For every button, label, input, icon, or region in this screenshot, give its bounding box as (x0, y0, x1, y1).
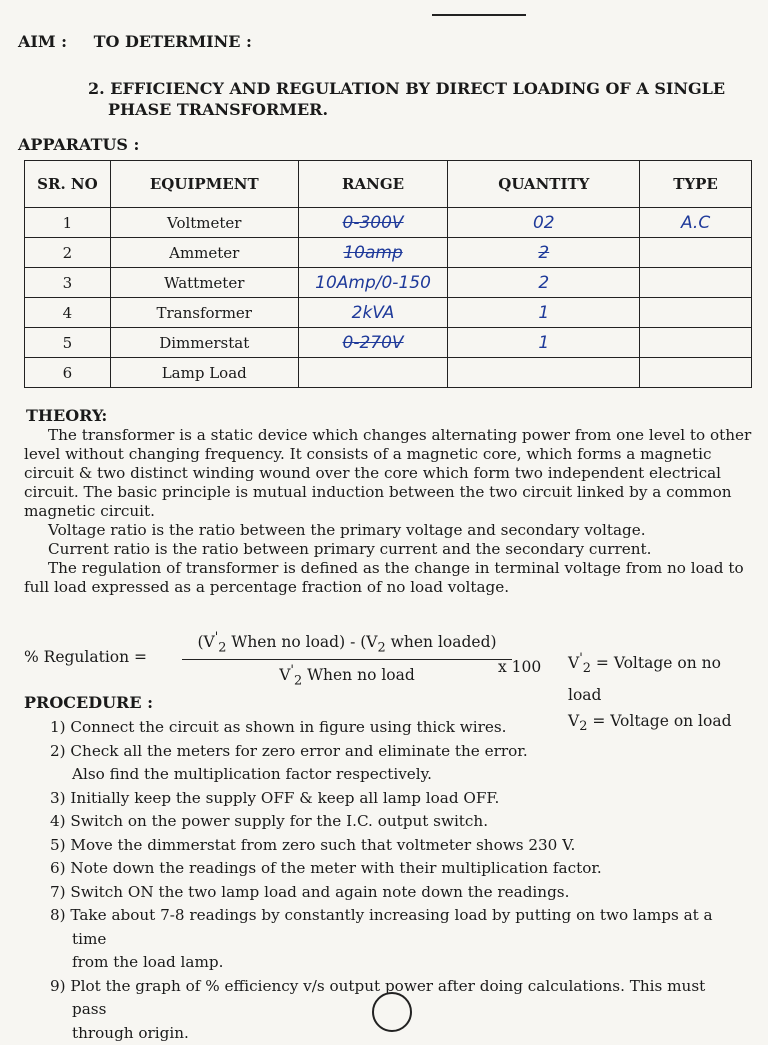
apparatus-table (24, 160, 752, 388)
formula-multiplier: x 100 (498, 658, 541, 676)
cell-equipment: Ammeter (110, 238, 298, 268)
theory-paragraph-1: The transformer is a static device which changes alternating power from one level to other level without changing frequency. It consists of a magnetic core, which forms a magnetic circuit & two distinct winding wound over the core which form two independent electrical circuit. The basic principle is mutual induction between the two circuit linked by a common magnetic circuit. (24, 426, 756, 521)
def1-sub: 2 (583, 661, 591, 676)
theory-paragraph-3: Current ratio is the ratio between primary current and the secondary current. (24, 540, 756, 559)
num-a: (V (197, 633, 214, 651)
experiment-title-line2: PHASE TRANSFORMER. (88, 99, 748, 120)
apparatus-heading: APPARATUS : (18, 135, 139, 154)
procedure-step: 3) Initially keep the supply OFF & keep all lamp load OFF. (50, 787, 740, 811)
formula-denominator (182, 660, 512, 688)
theory-body (24, 426, 756, 597)
aim-text: TO DETERMINE : (94, 32, 252, 51)
cell-quantity: 2 (448, 268, 640, 298)
cell-sr: 6 (25, 358, 111, 388)
theory-paragraph-2: Voltage ratio is the ratio between the primary voltage and secondary voltage. (24, 521, 756, 540)
den-a: V (279, 666, 290, 684)
formula-fraction (182, 630, 512, 689)
formula-numerator (182, 630, 512, 660)
cell-type (640, 298, 752, 328)
den-sub: 2 (294, 674, 302, 689)
cell-quantity: 1 (448, 328, 640, 358)
table-row (25, 208, 752, 238)
table-row (25, 268, 752, 298)
procedure-step-text: 2) Check all the meters for zero error and eliminate the error. (50, 742, 528, 760)
den-sup: ' (290, 663, 294, 678)
procedure-step: 5) Move the dimmerstat from zero such that voltmeter shows 230 V. (50, 834, 740, 858)
cell-equipment: Lamp Load (110, 358, 298, 388)
procedure-step (50, 740, 740, 787)
cell-quantity: 2 (448, 238, 640, 268)
col-quantity: QUANTITY (448, 161, 640, 208)
cell-sr: 3 (25, 268, 111, 298)
procedure-step: 4) Switch on the power supply for the I.C. output switch. (50, 810, 740, 834)
procedure-step: 1) Connect the circuit as shown in figure using thick wires. (50, 716, 740, 740)
den-rest: When no load (302, 666, 415, 684)
cell-sr: 5 (25, 328, 111, 358)
procedure-step-continued: through origin. (72, 1022, 740, 1045)
num-a-sub: 2 (218, 640, 226, 655)
definition-no-load (568, 654, 721, 704)
def2-rest: = Voltage on load (587, 712, 731, 730)
experiment-title (88, 78, 748, 120)
cell-sr: 4 (25, 298, 111, 328)
num-a-rest: When no load) (226, 633, 345, 651)
num-b: (V (360, 633, 377, 651)
col-range: RANGE (298, 161, 448, 208)
cell-equipment: Voltmeter (110, 208, 298, 238)
procedure-step-continued: from the load lamp. (72, 951, 740, 975)
procedure-step-text: 9) Plot the graph of % efficiency v/s output power after doing calculations. This must pass (50, 977, 705, 1019)
table-row (25, 358, 752, 388)
cell-sr: 1 (25, 208, 111, 238)
def1-rest: = Voltage on no load (568, 654, 721, 704)
cell-type (640, 328, 752, 358)
def2-a: V (568, 712, 579, 730)
cell-range: 0-270V (298, 328, 448, 358)
cell-range (298, 358, 448, 388)
header-rule (432, 14, 526, 16)
cell-sr: 2 (25, 238, 111, 268)
num-b-rest: when loaded) (386, 633, 497, 651)
num-a-sup: ' (215, 630, 219, 645)
cell-range: 10amp (298, 238, 448, 268)
cell-type (640, 238, 752, 268)
col-sr-no: SR. NO (25, 161, 111, 208)
table-row (25, 328, 752, 358)
def1-sup: ' (579, 651, 583, 666)
procedure-step (50, 904, 740, 975)
cell-quantity (448, 358, 640, 388)
table-row (25, 238, 752, 268)
def2-sub: 2 (579, 719, 587, 734)
procedure-heading: PROCEDURE : (24, 693, 153, 712)
procedure-step: 7) Switch ON the two lamp load and again note down the readings. (50, 881, 740, 905)
cell-range: 2kVA (298, 298, 448, 328)
theory-heading: THEORY: (26, 406, 107, 425)
num-b-sub: 2 (377, 640, 385, 655)
table-header-row (25, 161, 752, 208)
cell-type (640, 268, 752, 298)
col-type: TYPE (640, 161, 752, 208)
cell-range: 0-300V (298, 208, 448, 238)
formula-lhs: % Regulation = (24, 648, 147, 666)
aim-label: AIM : (18, 32, 88, 51)
cell-equipment: Dimmerstat (110, 328, 298, 358)
num-minus: - (345, 633, 360, 651)
def1-a: V (568, 654, 579, 672)
table-row (25, 298, 752, 328)
procedure-step: 6) Note down the readings of the meter with their multiplication factor. (50, 857, 740, 881)
cell-equipment: Wattmeter (110, 268, 298, 298)
cell-quantity: 1 (448, 298, 640, 328)
cell-quantity: 02 (448, 208, 640, 238)
cell-type: A.C (640, 208, 752, 238)
page-number-circle (372, 992, 412, 1032)
procedure-step-text: 8) Take about 7-8 readings by constantly increasing load by putting on two lamps at a time (50, 906, 713, 948)
experiment-title-line1: 2. EFFICIENCY AND REGULATION BY DIRECT LOADING OF A SINGLE (88, 79, 725, 98)
cell-type (640, 358, 752, 388)
cell-equipment: Transformer (110, 298, 298, 328)
aim-line (18, 32, 252, 51)
col-equipment: EQUIPMENT (110, 161, 298, 208)
theory-paragraph-4: The regulation of transformer is defined as the change in terminal voltage from no load to full load expressed as a percentage fraction of no load voltage. (24, 559, 756, 597)
regulation-formula (24, 630, 754, 692)
procedure-step-continued: Also find the multiplication factor respectively. (72, 763, 740, 787)
cell-range: 10Amp/0-150 (298, 268, 448, 298)
